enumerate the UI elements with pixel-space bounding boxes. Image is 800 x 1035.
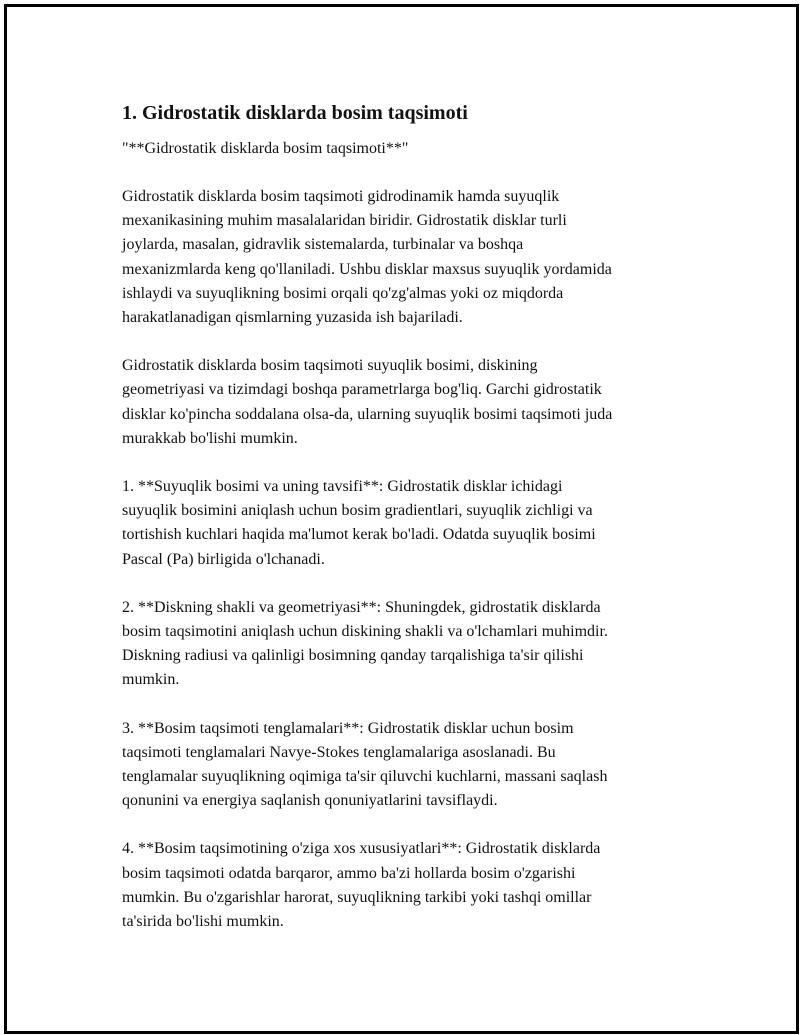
document-subtitle: "**Gidrostatik disklarda bosim taqsimoti**": [122, 140, 409, 157]
paragraph-item-2: 2. **Diskning shakli va geometriyasi**: Shuningdek, gidrostatik disklarda bosim taqsimotini aniqlash uchun diskining shakli va o'lchamlari muhimdir. Diskning radiusi va qalinligi bosimning qanday tarqalishiga ta'sir qilishi mumkin.: [122, 598, 608, 689]
paragraph-intro: Gidrostatik disklarda bosim taqsimoti gidrodinamik hamda suyuqlik mexanikasining muhim masalalaridan biridir. Gidrostatik disklar turli joylarda, masalan, gidravlik sistemalarda, turbinalar va boshqa mexanizmlarda keng qo'llaniladi. Ushbu disklar maxsus suyuqlik yordamida ishlaydi va suyuqlikning bosimi orqali qo'zg'almas yoki oz miqdorda harakatlanadigan qismlarning yuzasida ish bajariladi.: [122, 188, 612, 327]
document-title: 1. Gidrostatik disklarda bosim taqsimoti: [122, 102, 468, 124]
document-body: [122, 99, 702, 934]
paragraph-item-4: 4. **Bosim taqsimotining o'ziga xos xususiyatlari**: Gidrostatik disklarda bosim taqsimoti odatda barqaror, ammo ba'zi hollarda bosim o'zgarishi mumkin. Bu o'zgarishlar harorat, suyuqlikning tarkibi yoki tashqi omillar ta'sirida bo'lishi mumkin.: [122, 840, 601, 931]
page-frame: [4, 4, 799, 1034]
paragraph-item-3: 3. **Bosim taqsimoti tenglamalari**: Gidrostatik disklar uchun bosim taqsimoti tenglamalari Navye-Stokes tenglamalariga asoslanadi. Bu tenglamalar suyuqlikning oqimiga ta'sir qiluvchi kuchlarni, massani saqlash qonunini va energiya saqlanish qonuniyatlarini tavsiflaydi.: [122, 719, 608, 810]
paragraph-dependencies: Gidrostatik disklarda bosim taqsimoti suyuqlik bosimi, diskining geometriyasi va tizimdagi boshqa parametrlarga bog'liq. Garchi gidrostatik disklar ko'pincha soddalana olsa-da, ularning suyuqlik bosimi taqsimoti juda murakkab bo'lishi mumkin.: [122, 357, 613, 447]
paragraph-item-1: 1. **Suyuqlik bosimi va uning tavsifi**: Gidrostatik disklar ichidagi suyuqlik bosimini aniqlash uchun bosim gradientlari, suyuqlik zichligi va tortishish kuchlari haqida ma'lumot kerak bo'ladi. Odatda suyuqlik bosimi Pascal (Pa) birligida o'lchanadi.: [122, 478, 596, 568]
